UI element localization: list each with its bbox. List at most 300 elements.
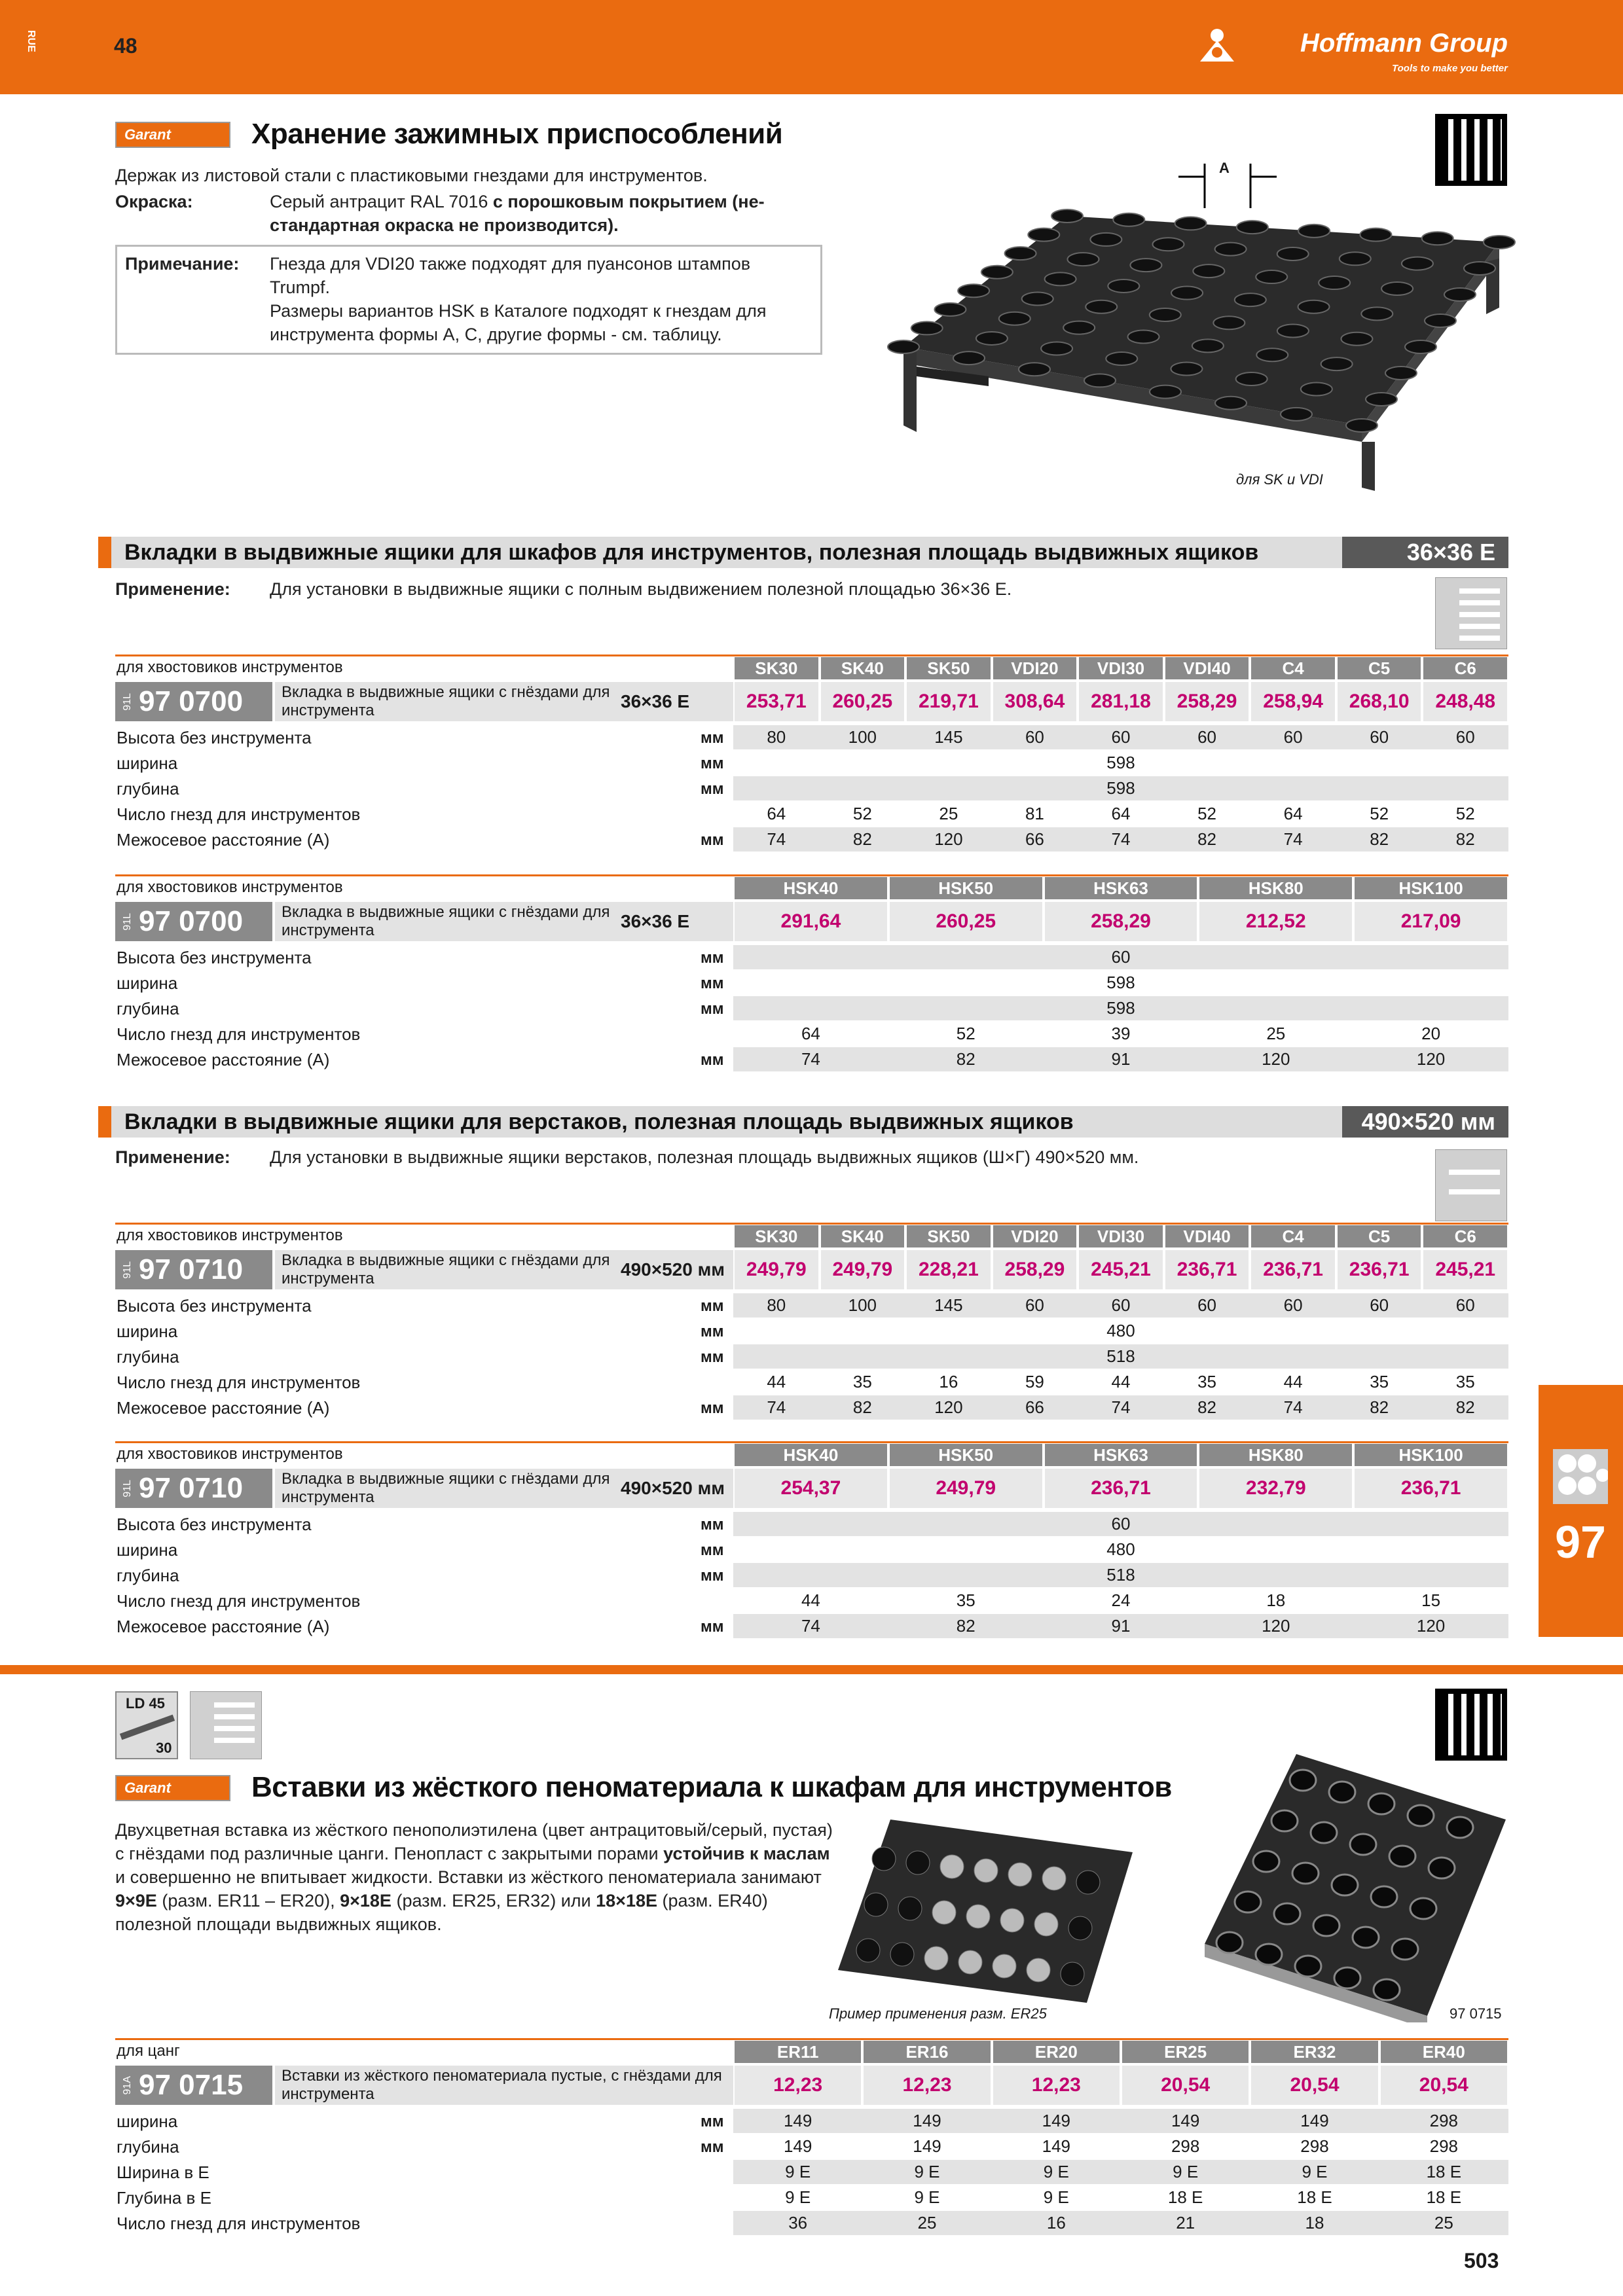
foam-hole xyxy=(1408,1805,1434,1826)
row-unit: мм xyxy=(701,755,724,772)
table-top-label: для хвостовиков инструментов xyxy=(117,1445,343,1463)
row-label: Высота без инструмента xyxy=(117,1296,312,1316)
column-header: C4 xyxy=(1251,657,1335,679)
row-value: 60 xyxy=(1111,1295,1131,1315)
foam-hole xyxy=(1371,1886,1397,1907)
foam-description xyxy=(115,1818,835,1936)
row-value: 149 xyxy=(1300,2111,1329,2130)
row-value: 74 xyxy=(1283,1397,1303,1417)
socket xyxy=(1215,243,1247,256)
article-number-box xyxy=(115,902,272,941)
application-text: Для установки в выдвижные ящики верстаков, полезная площадь выдвижных ящиков (Ш×Г) 490×520 мм. xyxy=(270,1147,1139,1167)
row-unit: мм xyxy=(701,1348,724,1366)
row-value: 100 xyxy=(848,1295,877,1315)
paint-bold: с порошковым покрытием (не-стандартная окраска не производится). xyxy=(270,192,765,235)
socket xyxy=(1235,293,1266,306)
article-number[interactable]: 97 0710 xyxy=(139,1472,244,1504)
foam-hole xyxy=(1253,1851,1279,1872)
article-number[interactable]: 97 0710 xyxy=(139,1253,244,1285)
price-cell[interactable]: 236,71 xyxy=(1355,1469,1507,1508)
article-prefix: 91L xyxy=(122,1479,133,1498)
socket xyxy=(1361,307,1393,320)
row-value: 52 xyxy=(956,1024,976,1043)
column-header: C6 xyxy=(1423,1225,1507,1247)
desc-bold: устойчив к маслам xyxy=(663,1844,830,1863)
socket xyxy=(958,284,989,297)
price-cell[interactable]: 254,37 xyxy=(735,1469,887,1508)
foam-hole xyxy=(872,1847,896,1871)
product-dimension: 490×520 мм xyxy=(613,1469,733,1508)
price-cell[interactable]: 249,79 xyxy=(890,1469,1042,1508)
row-value: 298 xyxy=(1171,2136,1200,2156)
socket xyxy=(1084,374,1116,387)
row-unit: мм xyxy=(701,975,724,992)
price-cell[interactable]: 253,71 xyxy=(735,682,818,721)
row-value: 9 E xyxy=(914,2187,940,2207)
foam-hole xyxy=(1410,1898,1436,1919)
socket xyxy=(1301,382,1332,395)
price-cell[interactable]: 248,48 xyxy=(1423,682,1507,721)
column-header: VDI40 xyxy=(1165,657,1249,679)
column-header: ER32 xyxy=(1251,2041,1377,2063)
row-label: глубина xyxy=(117,2137,179,2157)
row-unit: мм xyxy=(701,1297,724,1315)
foam-hole xyxy=(1256,1944,1282,1965)
price-cell[interactable]: 258,29 xyxy=(1165,682,1249,721)
price-cell[interactable]: 236,71 xyxy=(1165,1250,1249,1289)
table-top-label: для хвостовиков инструментов xyxy=(117,1227,343,1244)
price-cell[interactable]: 308,64 xyxy=(993,682,1077,721)
row-label: ширина xyxy=(117,1321,178,1341)
row-value: 18 E xyxy=(1426,2162,1462,2181)
chapter-icon xyxy=(1553,1449,1608,1504)
row-value: 18 E xyxy=(1167,2187,1203,2207)
brand-tagline: Tools to make you better xyxy=(1392,63,1508,74)
desc-bold: 18×18E xyxy=(596,1891,657,1910)
column-header: ER16 xyxy=(864,2041,990,2063)
row-label: Число гнезд для инструментов xyxy=(117,1372,361,1392)
row-value: 82 xyxy=(1370,829,1389,849)
row-value: 60 xyxy=(1283,727,1303,747)
socket xyxy=(1346,419,1377,432)
table-top-label: для хвостовиков инструментов xyxy=(117,878,343,896)
socket xyxy=(1150,308,1181,321)
foam-hole xyxy=(864,1893,888,1916)
row-label: глубина xyxy=(117,1347,179,1367)
price-cell[interactable]: 12,23 xyxy=(735,2066,861,2105)
foam-insert-example-image xyxy=(831,1813,1139,2009)
price-cell[interactable]: 268,10 xyxy=(1338,682,1421,721)
note-text-2: Размеры вариантов HSK в Каталоге подходят к гнездам для инструмента формы A, C, другие формы - см. таблицу. xyxy=(270,301,767,344)
price-cell[interactable]: 245,21 xyxy=(1423,1250,1507,1289)
foam-hole xyxy=(906,1851,930,1874)
price-cell[interactable]: 20,54 xyxy=(1381,2066,1507,2105)
row-value: 52 xyxy=(1370,804,1389,823)
row-value: 52 xyxy=(852,804,872,823)
row-unit: мм xyxy=(701,1541,724,1559)
socket xyxy=(1341,332,1372,346)
price-cell[interactable]: 236,71 xyxy=(1251,1250,1335,1289)
price-cell[interactable]: 228,21 xyxy=(907,1250,991,1289)
socket xyxy=(1237,221,1268,234)
product-description: Вкладка в выдвижные ящики с гнёздами для инструмента xyxy=(275,682,613,721)
foam-hole xyxy=(1271,1810,1298,1831)
row-value: 44 xyxy=(801,1590,820,1610)
section-dimension: 490×520 мм xyxy=(1342,1106,1508,1138)
socket xyxy=(1128,330,1159,343)
socket xyxy=(1193,264,1224,278)
socket xyxy=(1464,262,1495,275)
row-label: Число гнезд для инструментов xyxy=(117,2214,361,2233)
table-97-0715 xyxy=(115,2038,1508,2254)
foam-hole xyxy=(940,1855,964,1878)
row-label: Межосевое расстояние (А) xyxy=(117,1398,330,1418)
price-cell[interactable]: 212,52 xyxy=(1199,902,1352,941)
row-unit: мм xyxy=(701,780,724,798)
row-value: 60 xyxy=(1455,727,1475,747)
section-divider xyxy=(0,1665,1623,1674)
foam-hole xyxy=(1292,1863,1319,1884)
row-value: 9 E xyxy=(785,2187,811,2207)
foam-hole xyxy=(1042,1867,1066,1890)
row-value: 21 xyxy=(1176,2213,1195,2233)
row-label: глубина xyxy=(117,999,179,1018)
row-value: 81 xyxy=(1025,804,1044,823)
socket xyxy=(981,266,1013,279)
column-header: VDI30 xyxy=(1079,1225,1163,1247)
section-dimension: 36×36 E xyxy=(1342,537,1508,568)
socket xyxy=(1422,232,1453,245)
row-value: 35 xyxy=(852,1372,872,1391)
price-cell[interactable]: 236,71 xyxy=(1338,1250,1421,1289)
row-value: 9 E xyxy=(1173,2162,1199,2181)
socket xyxy=(1150,386,1181,399)
foam-hole xyxy=(1000,1909,1024,1932)
row-value: 60 xyxy=(1455,1295,1475,1315)
foam-hole xyxy=(1027,1958,1050,1982)
row-value: 74 xyxy=(767,829,786,849)
price-cell[interactable]: 258,94 xyxy=(1251,682,1335,721)
socket xyxy=(1152,238,1184,251)
product-dimension: 490×520 мм xyxy=(613,1250,733,1289)
row-value: 80 xyxy=(767,1295,786,1315)
desc-part: (разм. ER25, ER32) или xyxy=(396,1891,591,1910)
paint-label: Окраска: xyxy=(115,192,193,211)
column-header: HSK40 xyxy=(735,1444,887,1466)
row-value: 149 xyxy=(1171,2111,1200,2130)
row-value: 298 xyxy=(1429,2111,1459,2130)
row-label: ширина xyxy=(117,753,178,773)
foam-hole xyxy=(1311,1822,1337,1843)
chapter-number: 97 xyxy=(1555,1516,1606,1568)
desc-part: и совершенно не впитывает жидкости. Вставки из жёсткого пеноматериала занимают xyxy=(115,1867,822,1887)
socket xyxy=(1277,325,1309,338)
row-value: 60 xyxy=(1197,727,1216,747)
row-value: 60 xyxy=(1025,1295,1044,1315)
socket xyxy=(1022,293,1053,306)
article-number[interactable]: 97 0700 xyxy=(139,905,244,937)
workbench-drawer-icon xyxy=(1435,1149,1507,1221)
price-cell[interactable]: 20,54 xyxy=(1251,2066,1377,2105)
row-label: Высота без инструмента xyxy=(117,948,312,967)
price-cell[interactable]: 249,79 xyxy=(821,1250,905,1289)
price-cell[interactable]: 260,25 xyxy=(821,682,905,721)
socket xyxy=(1192,339,1224,352)
price-cell[interactable]: 20,54 xyxy=(1122,2066,1249,2105)
socket xyxy=(1130,259,1161,272)
product-dimension: 36×36 E xyxy=(613,902,733,941)
product-description: Вкладка в выдвижные ящики с гнёздами для инструмента xyxy=(275,1250,613,1289)
socket xyxy=(1319,276,1350,289)
ld-value: LD 45 xyxy=(126,1695,165,1712)
row-value: 82 xyxy=(852,829,872,849)
row-unit: мм xyxy=(701,729,724,747)
note-label: Примечание: xyxy=(125,254,240,274)
price-cell[interactable]: 217,09 xyxy=(1355,902,1507,941)
ld-sub: 30 xyxy=(156,1740,172,1756)
socket xyxy=(1005,247,1036,260)
column-header: VDI20 xyxy=(993,1225,1077,1247)
column-header: SK30 xyxy=(735,1225,818,1247)
foam-hole xyxy=(1392,1939,1418,1960)
socket xyxy=(1281,408,1312,421)
price-cell[interactable]: 12,23 xyxy=(993,2066,1120,2105)
foam-hole xyxy=(1368,1793,1395,1814)
row-value: 145 xyxy=(934,1295,963,1315)
article-number[interactable]: 97 0715 xyxy=(139,2069,244,2101)
price-cell[interactable]: 249,79 xyxy=(735,1250,818,1289)
price-cell[interactable]: 12,23 xyxy=(864,2066,990,2105)
row-label: ширина xyxy=(117,973,178,993)
cabinet-drawer-icon xyxy=(190,1691,262,1759)
row-value: 82 xyxy=(956,1616,976,1636)
column-header: HSK63 xyxy=(1045,877,1197,899)
foam-hole xyxy=(1068,1916,1092,1940)
row-value: 120 xyxy=(1416,1049,1446,1069)
price-cell[interactable]: 219,71 xyxy=(907,682,991,721)
row-value: 60 xyxy=(1283,1295,1303,1315)
row-value: 60 xyxy=(1197,1295,1216,1315)
row-label: Межосевое расстояние (А) xyxy=(117,1617,330,1636)
note-text-1: Гнезда для VDI20 также подходят для пуансонов штампов Trumpf. xyxy=(270,254,751,297)
row-value: 74 xyxy=(801,1616,820,1636)
desc-part: (разм. ER40) полезной площади выдвижных ящиков. xyxy=(115,1891,768,1934)
socket xyxy=(1321,357,1353,370)
table-97-0710-sk xyxy=(115,1223,1508,1439)
row-label: Глубина в E xyxy=(117,2188,211,2208)
row-value: 91 xyxy=(1111,1616,1131,1636)
ld-icon xyxy=(115,1691,178,1759)
row-value: 9 E xyxy=(785,2162,811,2181)
socket xyxy=(1063,321,1095,334)
column-header: SK40 xyxy=(821,657,905,679)
row-value: 60 xyxy=(1025,727,1044,747)
row-value: 149 xyxy=(1042,2111,1071,2130)
image-caption: для SK и VDI xyxy=(1236,471,1323,488)
section-bar-cabinets: Вкладки в выдвижные ящики для шкафов для инструментов, полезная площадь выдвижных ящиков xyxy=(98,537,1342,568)
row-value: 35 xyxy=(1370,1372,1389,1391)
socket xyxy=(1085,300,1117,314)
dimension-a-label: A xyxy=(1219,160,1230,176)
article-number-box xyxy=(115,682,272,721)
row-value: 9 E xyxy=(914,2162,940,2181)
foam-insert-image xyxy=(1192,1741,1519,2022)
row-value: 60 xyxy=(1111,727,1131,747)
row-value: 480 xyxy=(1106,1321,1135,1340)
foam-hole xyxy=(958,1950,982,1974)
row-value: 66 xyxy=(1025,1397,1044,1417)
row-value: 59 xyxy=(1025,1372,1044,1391)
socket xyxy=(1360,228,1391,242)
row-value: 9 E xyxy=(1302,2162,1328,2181)
price-cell[interactable]: 281,18 xyxy=(1079,682,1163,721)
foam-hole xyxy=(932,1901,956,1924)
price-cell[interactable]: 245,21 xyxy=(1079,1250,1163,1289)
socket xyxy=(953,351,985,365)
row-value: 18 xyxy=(1266,1590,1286,1610)
foam-hole xyxy=(1447,1817,1473,1838)
row-value: 9 E xyxy=(1043,2187,1069,2207)
row-unit: мм xyxy=(701,831,724,849)
row-value: 518 xyxy=(733,1344,1508,1369)
row-value: 120 xyxy=(1262,1616,1290,1636)
socket xyxy=(1405,340,1436,353)
row-value: 25 xyxy=(939,804,958,823)
foam-hole xyxy=(1429,1857,1455,1878)
row-value: 18 xyxy=(1305,2213,1324,2233)
price-cell[interactable]: 236,71 xyxy=(1045,1469,1197,1508)
row-value: 120 xyxy=(1262,1049,1290,1069)
row-value: 35 xyxy=(1455,1372,1475,1391)
foam-hole xyxy=(966,1905,990,1928)
row-value: 52 xyxy=(1197,804,1216,823)
row-value: 15 xyxy=(1421,1590,1441,1610)
socket xyxy=(1213,316,1245,329)
column-header: VDI30 xyxy=(1079,657,1163,679)
row-value: 74 xyxy=(801,1049,820,1069)
row-value: 91 xyxy=(1111,1049,1131,1069)
column-header: HSK40 xyxy=(735,877,887,899)
desc-part: Двухцветная вставка из жёсткого пенополиэтилена (цвет антрацитовый/серый, пустая) с гнёздами под различные цанги. Пенопласт с закрытыми порами xyxy=(115,1820,833,1863)
product-description: Вкладка в выдвижные ящики с гнёздами для инструмента xyxy=(275,902,613,941)
socket xyxy=(888,340,919,353)
socket xyxy=(1236,372,1267,386)
row-value: 35 xyxy=(956,1590,976,1610)
row-value: 149 xyxy=(1042,2136,1071,2156)
price-cell[interactable]: 260,25 xyxy=(890,902,1042,941)
socket xyxy=(934,303,966,316)
column-header: C5 xyxy=(1338,657,1421,679)
product-description: Вкладка в выдвижные ящики с гнёздами для инструмента xyxy=(275,1469,613,1508)
row-label: Высота без инструмента xyxy=(117,728,312,747)
application-label: Применение: xyxy=(115,579,230,599)
socket xyxy=(1041,342,1072,355)
row-value: 480 xyxy=(1106,1539,1135,1559)
row-label: Межосевое расстояние (А) xyxy=(117,1050,330,1069)
chapter-tab[interactable] xyxy=(1539,1385,1623,1637)
row-label: Межосевое расстояние (А) xyxy=(117,830,330,850)
article-number[interactable]: 97 0700 xyxy=(139,685,244,717)
row-value: 120 xyxy=(1416,1616,1446,1636)
application-text: Для установки в выдвижные ящики с полным выдвижением полезной площадью 36×36 E. xyxy=(270,579,1012,599)
row-unit: мм xyxy=(701,1000,724,1018)
row-label: глубина xyxy=(117,1566,179,1585)
row-value: 60 xyxy=(1370,1295,1389,1315)
paint-plain: Серый антрацит RAL 7016 xyxy=(270,192,488,211)
row-value: 82 xyxy=(1197,1397,1216,1417)
row-value: 60 xyxy=(733,1512,1508,1536)
column-header: HSK50 xyxy=(890,877,1042,899)
article-prefix: 91L xyxy=(122,1261,133,1279)
row-value: 25 xyxy=(1434,2213,1453,2233)
row-label: Число гнезд для инструментов xyxy=(117,804,361,824)
price-cell[interactable]: 291,64 xyxy=(735,902,887,941)
row-label: Число гнезд для инструментов xyxy=(117,1024,361,1044)
row-value: 60 xyxy=(1370,727,1389,747)
table-97-0710-hsk xyxy=(115,1441,1508,1657)
foam-hole xyxy=(974,1859,998,1882)
article-number-box xyxy=(115,1469,272,1508)
row-value: 60 xyxy=(733,945,1508,969)
socket xyxy=(999,312,1030,325)
column-header: SK50 xyxy=(907,657,991,679)
row-value: 598 xyxy=(733,996,1508,1020)
row-value: 64 xyxy=(801,1024,820,1043)
section-bar-workbench: Вкладки в выдвижные ящики для верстаков, полезная площадь выдвижных ящиков xyxy=(98,1106,1342,1138)
row-value: 120 xyxy=(934,829,963,849)
socket xyxy=(1019,363,1050,376)
article-number-box xyxy=(115,1250,272,1289)
column-header: SK50 xyxy=(907,1225,991,1247)
row-value: 120 xyxy=(934,1397,963,1417)
foam-hole xyxy=(856,1939,880,1962)
row-label: Высота без инструмента xyxy=(117,1515,312,1534)
column-header: HSK80 xyxy=(1199,877,1352,899)
price-cell[interactable]: 232,79 xyxy=(1199,1469,1352,1508)
article-number-box xyxy=(115,2066,272,2105)
paint-text xyxy=(270,190,807,237)
page-number-right: 503 xyxy=(1464,2249,1499,2272)
socket xyxy=(1340,252,1371,265)
table-top-rule xyxy=(115,2038,1508,2040)
row-value: 74 xyxy=(1111,1397,1131,1417)
socket xyxy=(1385,367,1417,380)
column-header: ER20 xyxy=(993,2041,1120,2063)
row-value: 518 xyxy=(733,1563,1508,1587)
row-value: 598 xyxy=(1106,973,1135,992)
socket xyxy=(1106,352,1137,365)
row-value: 16 xyxy=(1046,2213,1066,2233)
row-unit: мм xyxy=(701,1618,724,1636)
image-caption-article: 97 0715 xyxy=(1450,2005,1502,2022)
desc-bold: 9×9E xyxy=(115,1891,157,1910)
column-header: ER25 xyxy=(1122,2041,1249,2063)
price-cell[interactable]: 258,29 xyxy=(993,1250,1077,1289)
foam-hole xyxy=(993,1954,1016,1978)
row-value: 44 xyxy=(1283,1372,1303,1391)
column-header: C5 xyxy=(1338,1225,1421,1247)
garant-badge: Garant xyxy=(115,122,230,148)
row-value: 44 xyxy=(1111,1372,1131,1391)
foam-hole xyxy=(1216,1932,1243,1953)
row-value: 100 xyxy=(848,727,877,747)
price-cell[interactable]: 258,29 xyxy=(1045,902,1197,941)
socket xyxy=(1298,300,1330,314)
column-header: C4 xyxy=(1251,1225,1335,1247)
socket xyxy=(1090,233,1122,246)
row-value: 149 xyxy=(913,2111,941,2130)
foam-hole xyxy=(1334,1967,1360,1988)
